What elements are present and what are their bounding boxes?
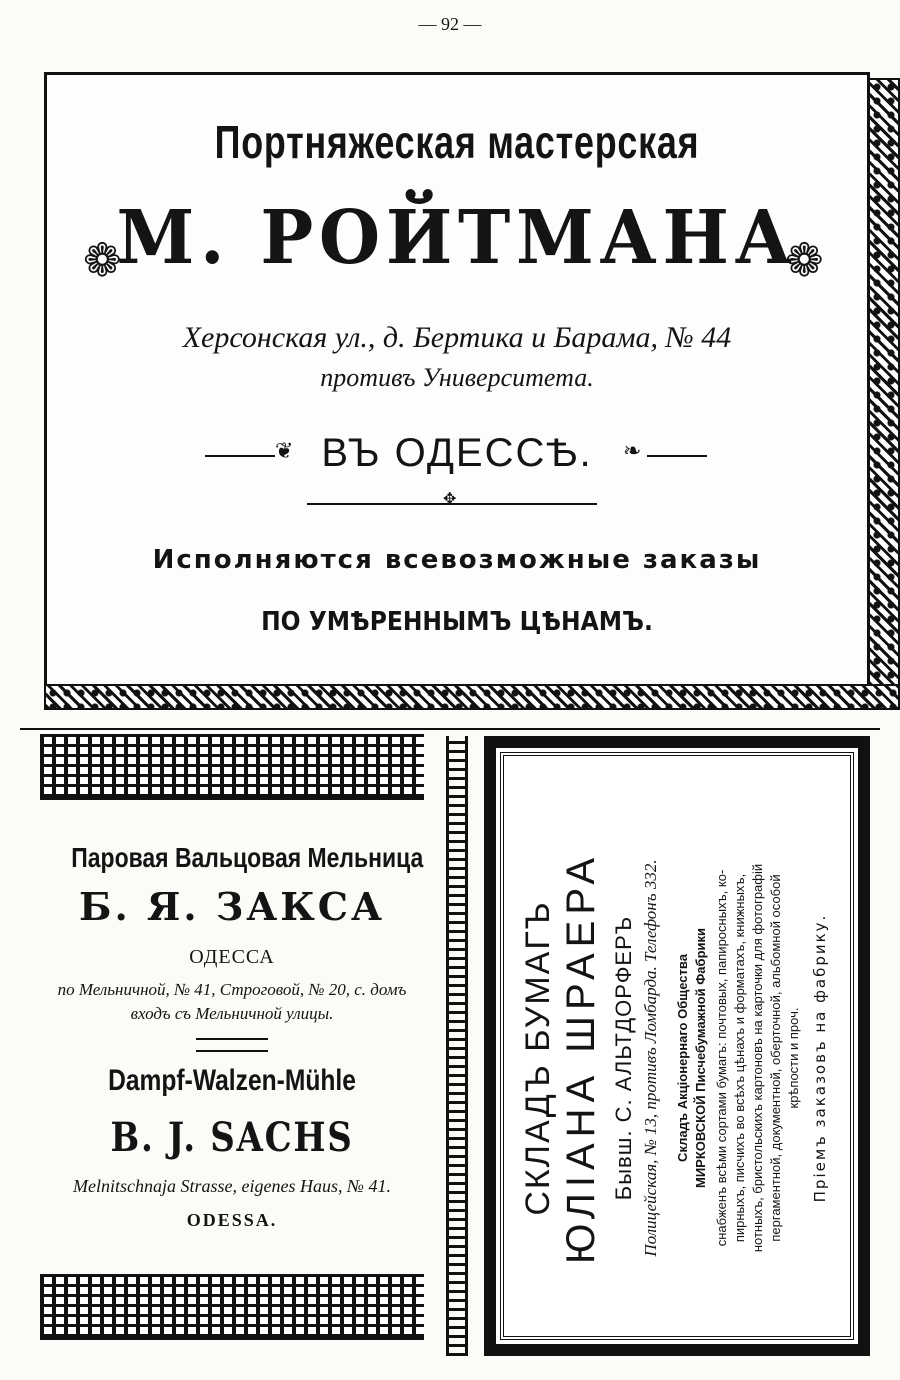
ornamental-border-right xyxy=(868,78,900,710)
section-separator xyxy=(20,728,880,730)
mill-title-ru: Паровая Вальцовая Мельница xyxy=(71,842,424,873)
tailor-shop-title: Портняжеская мастерская xyxy=(214,116,700,168)
description-line: пергаментной, документной, оберточной, альбомной особой xyxy=(768,874,783,1242)
mill-city-de: ODESSA. xyxy=(186,1210,278,1230)
page-number: — 92 — xyxy=(418,14,482,34)
warehouse-description xyxy=(713,778,803,1338)
warehouse-title: СКЛАДЪ БУМАГЪ xyxy=(519,900,557,1216)
warehouse-company: Складъ Акціонернаго Общества xyxy=(675,954,690,1162)
rosette-right-icon: ❁ xyxy=(785,233,824,287)
ornamental-band-top xyxy=(40,734,424,800)
warehouse-former-owner: Бывш. С. АЛЬТДОРФЕРЪ xyxy=(611,915,636,1201)
mill-owner-de: B. J. SACHS xyxy=(110,1114,354,1161)
mill-title-de: Dampf-Walzen-Mühle xyxy=(108,1064,356,1097)
warehouse-address: Полицейская, № 13, противъ Ломбарда. Телефонъ 332. xyxy=(641,859,660,1257)
warehouse-owner: ЮЛІАНА ШРАЕРА xyxy=(559,851,603,1265)
description-line: пирныхъ, писчихъ во всѣхъ цѣнахъ и форматахъ, книжныхъ, xyxy=(732,873,747,1243)
mill-street-ru: по Мельничной, № 41, Строговой, № 20, с. домъ xyxy=(57,980,407,999)
vertical-ornamental-divider xyxy=(446,736,468,1356)
tailor-orders-line: Исполняются всевозможные заказы xyxy=(152,545,762,575)
mill-street-de: Melnitschnaja Strasse, eigenes Haus, № 41. xyxy=(73,1176,391,1196)
rule-ornament-icon: ✥ xyxy=(443,489,457,508)
tailor-prices-line: ПО УМѢРЕННЫМЪ ЦѢНАМЪ. xyxy=(261,607,653,637)
tailor-landmark: противъ Университета. xyxy=(320,363,594,392)
flourish-right-icon: ❧ xyxy=(623,439,642,464)
warehouse-factory: МИРКОВСКОЙ Писчебумажной Фабрики xyxy=(693,928,708,1188)
rotated-text-block xyxy=(519,778,859,1338)
mill-owner-ru: Б. Я. ЗАКСА xyxy=(78,884,385,929)
ornamental-border-bottom xyxy=(44,684,900,710)
paper-warehouse-advertisement xyxy=(484,736,870,1356)
flourish-left-icon: ❦ xyxy=(275,439,294,464)
warehouse-orders-line: Пріемъ заказовъ на фабрику. xyxy=(811,913,829,1203)
tailor-owner-name: М. РОЙТМАНА xyxy=(116,195,798,281)
tailor-city: ВЪ ОДЕССѢ. xyxy=(321,431,593,475)
small-ornament-divider xyxy=(196,1038,268,1052)
tailor-address: Херсонская ул., д. Бертика и Барама, № 44 xyxy=(182,321,732,354)
mill-entry-ru: входъ съ Мельничной улицы. xyxy=(130,1004,334,1023)
ornamental-band-bottom xyxy=(40,1274,424,1340)
description-line: крѣпости и проч. xyxy=(786,1007,801,1109)
mill-city-ru: ОДЕССА xyxy=(189,946,275,968)
city-rule-right xyxy=(647,455,707,457)
mill-advertisement xyxy=(36,734,428,1354)
description-line: нотныхъ, бристольскихъ картоновъ на карточки для фотографій xyxy=(750,863,765,1253)
rosette-left-icon: ❁ xyxy=(83,233,122,287)
description-line: снабженъ всѣми сортами бумагъ: почтовых, папиросныхъ, ко- xyxy=(714,869,729,1247)
tailor-advertisement xyxy=(44,72,870,688)
